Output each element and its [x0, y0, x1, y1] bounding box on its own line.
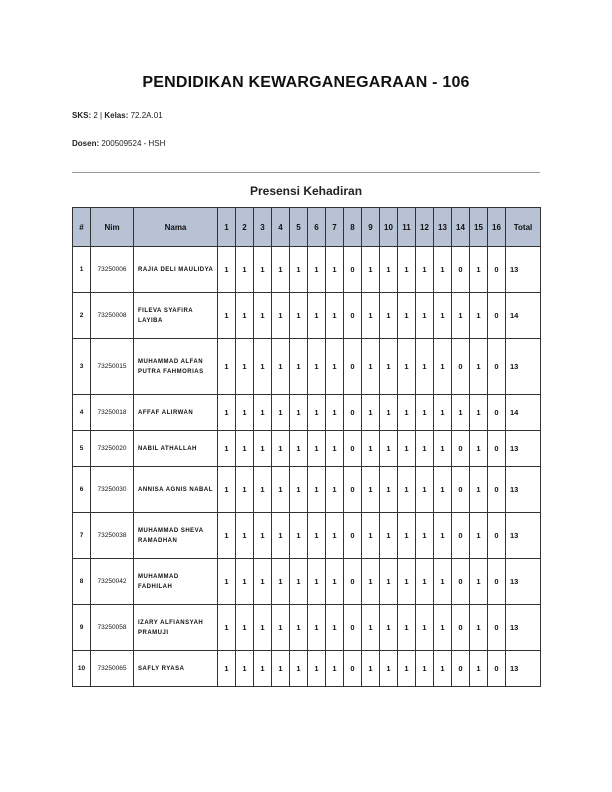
- attendance-cell: 1: [254, 651, 272, 687]
- attendance-cell: 1: [380, 247, 398, 293]
- attendance-cell: 1: [434, 247, 452, 293]
- attendance-cell: 1: [398, 431, 416, 467]
- attendance-cell: 0: [488, 513, 506, 559]
- column-header: 7: [326, 208, 344, 247]
- attendance-cell: 1: [254, 293, 272, 339]
- student-name: RAJIA DELI MAULIDYA: [134, 247, 218, 293]
- sks-label: SKS:: [72, 111, 92, 120]
- column-header: 16: [488, 208, 506, 247]
- column-header: #: [73, 208, 91, 247]
- row-number: 5: [73, 431, 91, 467]
- attendance-cell: 1: [470, 247, 488, 293]
- attendance-cell: 0: [344, 559, 362, 605]
- student-name: ANNISA AGNIS NABAL: [134, 467, 218, 513]
- attendance-cell: 1: [308, 651, 326, 687]
- course-title: PENDIDIKAN KEWARGANEGARAAN - 106: [142, 74, 470, 91]
- table-header-row: [73, 208, 541, 247]
- attendance-cell: 1: [272, 247, 290, 293]
- attendance-cell: 1: [470, 605, 488, 651]
- column-header: 4: [272, 208, 290, 247]
- column-header: 1: [218, 208, 236, 247]
- column-header: 5: [290, 208, 308, 247]
- divider: [72, 172, 540, 173]
- attendance-cell: 1: [236, 467, 254, 513]
- attendance-cell: 1: [362, 651, 380, 687]
- attendance-cell: 1: [272, 395, 290, 431]
- student-nim: 73250006: [91, 247, 134, 293]
- column-header: 2: [236, 208, 254, 247]
- student-nim: 73250008: [91, 293, 134, 339]
- student-nim: 73250030: [91, 467, 134, 513]
- attendance-cell: 1: [272, 293, 290, 339]
- table-row: [73, 559, 541, 605]
- attendance-cell: 0: [452, 431, 470, 467]
- attendance-cell: 1: [254, 513, 272, 559]
- row-number: 7: [73, 513, 91, 559]
- attendance-cell: 1: [434, 339, 452, 395]
- student-name: MUHAMMAD SHEVA RAMADHAN: [134, 513, 218, 559]
- attendance-cell: 1: [380, 605, 398, 651]
- attendance-cell: 1: [254, 339, 272, 395]
- attendance-cell: 1: [362, 431, 380, 467]
- attendance-cell: 1: [290, 467, 308, 513]
- attendance-cell: 1: [326, 559, 344, 605]
- attendance-cell: 0: [344, 293, 362, 339]
- attendance-total: 13: [506, 651, 541, 687]
- attendance-cell: 1: [380, 559, 398, 605]
- attendance-cell: 1: [218, 651, 236, 687]
- student-nim: 73250058: [91, 605, 134, 651]
- attendance-cell: 1: [380, 339, 398, 395]
- attendance-cell: 1: [254, 559, 272, 605]
- attendance-cell: 1: [434, 605, 452, 651]
- attendance-table: [72, 207, 541, 687]
- row-number: 3: [73, 339, 91, 395]
- attendance-cell: 1: [362, 293, 380, 339]
- attendance-cell: 1: [254, 431, 272, 467]
- attendance-cell: 1: [236, 293, 254, 339]
- attendance-cell: 1: [380, 293, 398, 339]
- attendance-cell: 1: [380, 651, 398, 687]
- attendance-cell: 1: [290, 559, 308, 605]
- attendance-cell: 1: [272, 431, 290, 467]
- dosen-value: 200509524 - HSH: [101, 139, 166, 148]
- student-nim: 73250065: [91, 651, 134, 687]
- attendance-cell: 1: [416, 513, 434, 559]
- attendance-cell: 1: [326, 247, 344, 293]
- row-number: 9: [73, 605, 91, 651]
- student-nim: 73250020: [91, 431, 134, 467]
- attendance-total: 13: [506, 247, 541, 293]
- attendance-cell: 1: [272, 605, 290, 651]
- attendance-cell: 1: [362, 559, 380, 605]
- attendance-cell: 1: [398, 651, 416, 687]
- attendance-cell: 0: [452, 513, 470, 559]
- attendance-cell: 1: [470, 559, 488, 605]
- attendance-cell: 1: [236, 513, 254, 559]
- attendance-cell: 0: [344, 467, 362, 513]
- attendance-cell: 0: [344, 339, 362, 395]
- student-name: SAFLY RYASA: [134, 651, 218, 687]
- attendance-cell: 1: [470, 293, 488, 339]
- attendance-cell: 1: [326, 431, 344, 467]
- attendance-cell: 1: [290, 293, 308, 339]
- student-nim: 73250015: [91, 339, 134, 395]
- table-row: [73, 339, 541, 395]
- attendance-cell: 1: [290, 651, 308, 687]
- attendance-cell: 0: [488, 339, 506, 395]
- attendance-cell: 1: [416, 605, 434, 651]
- attendance-cell: 1: [308, 247, 326, 293]
- attendance-cell: 0: [452, 247, 470, 293]
- student-name: AFFAF ALIRWAN: [134, 395, 218, 431]
- attendance-cell: 1: [290, 395, 308, 431]
- attendance-cell: 1: [398, 559, 416, 605]
- attendance-cell: 1: [308, 605, 326, 651]
- attendance-cell: 1: [236, 247, 254, 293]
- attendance-cell: 1: [254, 467, 272, 513]
- attendance-cell: 1: [362, 339, 380, 395]
- attendance-cell: 1: [236, 559, 254, 605]
- table-row: [73, 513, 541, 559]
- attendance-cell: 1: [218, 395, 236, 431]
- attendance-cell: 1: [416, 651, 434, 687]
- attendance-cell: 1: [398, 293, 416, 339]
- attendance-cell: 1: [326, 395, 344, 431]
- attendance-cell: 0: [452, 559, 470, 605]
- attendance-cell: 1: [254, 247, 272, 293]
- attendance-cell: 1: [434, 293, 452, 339]
- attendance-cell: 1: [236, 651, 254, 687]
- attendance-cell: 1: [470, 395, 488, 431]
- attendance-cell: 1: [290, 247, 308, 293]
- attendance-cell: 1: [362, 395, 380, 431]
- dosen-label: Dosen:: [72, 139, 100, 148]
- lecturer-info: [72, 139, 165, 148]
- attendance-cell: 1: [398, 467, 416, 513]
- attendance-cell: 1: [236, 431, 254, 467]
- attendance-cell: 1: [416, 247, 434, 293]
- row-number: 4: [73, 395, 91, 431]
- attendance-cell: 1: [236, 339, 254, 395]
- attendance-cell: 1: [272, 513, 290, 559]
- attendance-cell: 0: [488, 395, 506, 431]
- column-header: 14: [452, 208, 470, 247]
- row-number: 6: [73, 467, 91, 513]
- attendance-cell: 0: [452, 467, 470, 513]
- sks-value: 2: [93, 111, 98, 120]
- column-header: 8: [344, 208, 362, 247]
- attendance-cell: 1: [308, 339, 326, 395]
- attendance-cell: 0: [344, 605, 362, 651]
- attendance-cell: 1: [218, 247, 236, 293]
- attendance-cell: 1: [434, 559, 452, 605]
- attendance-cell: 1: [434, 395, 452, 431]
- attendance-cell: 1: [326, 467, 344, 513]
- attendance-cell: 0: [344, 395, 362, 431]
- student-nim: 73250038: [91, 513, 134, 559]
- attendance-cell: 1: [254, 605, 272, 651]
- attendance-total: 13: [506, 467, 541, 513]
- attendance-cell: 1: [434, 651, 452, 687]
- attendance-cell: 1: [398, 395, 416, 431]
- attendance-cell: 1: [416, 293, 434, 339]
- attendance-cell: 1: [380, 395, 398, 431]
- attendance-cell: 1: [308, 431, 326, 467]
- attendance-cell: 0: [452, 339, 470, 395]
- column-header: 10: [380, 208, 398, 247]
- attendance-cell: 0: [452, 651, 470, 687]
- column-header: 9: [362, 208, 380, 247]
- attendance-cell: 1: [326, 339, 344, 395]
- column-header: 3: [254, 208, 272, 247]
- column-header: Nama: [134, 208, 218, 247]
- attendance-cell: 1: [308, 467, 326, 513]
- attendance-cell: 1: [416, 339, 434, 395]
- attendance-total: 13: [506, 605, 541, 651]
- attendance-cell: 1: [434, 467, 452, 513]
- attendance-cell: 1: [290, 605, 308, 651]
- row-number: 2: [73, 293, 91, 339]
- attendance-cell: 1: [434, 431, 452, 467]
- attendance-cell: 0: [488, 605, 506, 651]
- attendance-cell: 1: [218, 467, 236, 513]
- attendance-cell: 0: [488, 431, 506, 467]
- table-row: [73, 431, 541, 467]
- attendance-cell: 1: [236, 395, 254, 431]
- attendance-cell: 1: [218, 431, 236, 467]
- separator: |: [100, 111, 103, 120]
- attendance-cell: 1: [362, 605, 380, 651]
- attendance-cell: 0: [488, 467, 506, 513]
- attendance-cell: 1: [308, 293, 326, 339]
- attendance-cell: 1: [272, 467, 290, 513]
- attendance-cell: 1: [452, 293, 470, 339]
- attendance-cell: 1: [236, 605, 254, 651]
- table-row: [73, 395, 541, 431]
- row-number: 1: [73, 247, 91, 293]
- attendance-cell: 1: [218, 513, 236, 559]
- row-number: 8: [73, 559, 91, 605]
- attendance-cell: 1: [326, 605, 344, 651]
- attendance-cell: 1: [398, 605, 416, 651]
- attendance-cell: 1: [416, 467, 434, 513]
- student-name: MUHAMMAD FADHILAH: [134, 559, 218, 605]
- attendance-cell: 1: [362, 247, 380, 293]
- attendance-total: 14: [506, 293, 541, 339]
- table-row: [73, 651, 541, 687]
- attendance-cell: 0: [344, 651, 362, 687]
- attendance-cell: 1: [290, 339, 308, 395]
- attendance-cell: 1: [416, 431, 434, 467]
- student-name: MUHAMMAD ALFAN PUTRA FAHMORIAS: [134, 339, 218, 395]
- attendance-cell: 1: [380, 513, 398, 559]
- student-name: NABIL ATHALLAH: [134, 431, 218, 467]
- section-title: Presensi Kehadiran: [249, 184, 363, 198]
- attendance-cell: 1: [290, 431, 308, 467]
- attendance-cell: 1: [470, 431, 488, 467]
- attendance-cell: 1: [272, 559, 290, 605]
- attendance-cell: 1: [470, 513, 488, 559]
- table-row: [73, 293, 541, 339]
- attendance-cell: 0: [488, 247, 506, 293]
- attendance-total: 13: [506, 339, 541, 395]
- course-info: [72, 111, 163, 120]
- column-header: Total: [506, 208, 541, 247]
- attendance-cell: 1: [470, 651, 488, 687]
- attendance-cell: 0: [344, 431, 362, 467]
- attendance-cell: 1: [326, 651, 344, 687]
- student-nim: 73250042: [91, 559, 134, 605]
- attendance-cell: 1: [398, 247, 416, 293]
- attendance-cell: 1: [218, 559, 236, 605]
- column-header: 6: [308, 208, 326, 247]
- attendance-cell: 1: [380, 467, 398, 513]
- column-header: 15: [470, 208, 488, 247]
- attendance-cell: 1: [470, 339, 488, 395]
- attendance-cell: 1: [308, 513, 326, 559]
- student-nim: 73250018: [91, 395, 134, 431]
- attendance-cell: 0: [488, 559, 506, 605]
- attendance-cell: 1: [218, 339, 236, 395]
- table-row: [73, 467, 541, 513]
- attendance-cell: 1: [398, 339, 416, 395]
- column-header: Nim: [91, 208, 134, 247]
- attendance-cell: 1: [272, 339, 290, 395]
- attendance-cell: 1: [254, 395, 272, 431]
- kelas-value: 72.2A.01: [130, 111, 163, 120]
- attendance-cell: 1: [416, 559, 434, 605]
- table-row: [73, 605, 541, 651]
- attendance-cell: 1: [290, 513, 308, 559]
- attendance-cell: 1: [398, 513, 416, 559]
- attendance-cell: 1: [470, 467, 488, 513]
- attendance-cell: 1: [308, 395, 326, 431]
- attendance-cell: 0: [344, 247, 362, 293]
- attendance-cell: 1: [434, 513, 452, 559]
- table-row: [73, 247, 541, 293]
- attendance-total: 13: [506, 431, 541, 467]
- attendance-cell: 1: [326, 293, 344, 339]
- attendance-cell: 1: [362, 513, 380, 559]
- attendance-cell: 1: [452, 395, 470, 431]
- kelas-label: Kelas:: [104, 111, 129, 120]
- column-header: 11: [398, 208, 416, 247]
- attendance-total: 13: [506, 513, 541, 559]
- attendance-cell: 0: [488, 293, 506, 339]
- column-header: 13: [434, 208, 452, 247]
- attendance-cell: 0: [452, 605, 470, 651]
- column-header: 12: [416, 208, 434, 247]
- attendance-cell: 1: [218, 293, 236, 339]
- student-name: FILEVA SYAFIRA LAYIBA: [134, 293, 218, 339]
- attendance-cell: 0: [488, 651, 506, 687]
- attendance-cell: 1: [308, 559, 326, 605]
- attendance-cell: 1: [272, 651, 290, 687]
- student-name: IZARY ALFIANSYAH PRAMUJI: [134, 605, 218, 651]
- attendance-total: 13: [506, 559, 541, 605]
- attendance-cell: 1: [416, 395, 434, 431]
- attendance-cell: 1: [218, 605, 236, 651]
- attendance-total: 14: [506, 395, 541, 431]
- row-number: 10: [73, 651, 91, 687]
- attendance-cell: 1: [326, 513, 344, 559]
- attendance-cell: 1: [380, 431, 398, 467]
- attendance-cell: 0: [344, 513, 362, 559]
- attendance-cell: 1: [362, 467, 380, 513]
